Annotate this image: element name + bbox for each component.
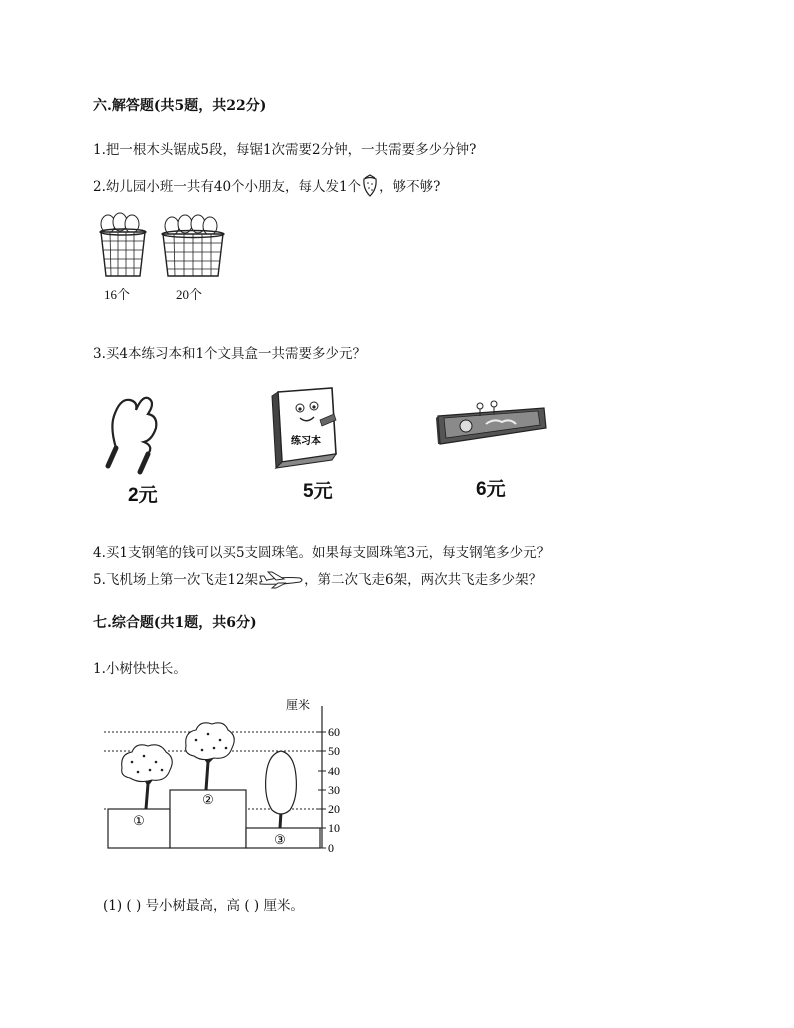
tree-label-1: ① xyxy=(133,814,145,829)
basket-20-label: 20个 xyxy=(176,287,203,302)
jump-rope-illustration xyxy=(100,388,170,478)
tree-2-illustration xyxy=(186,723,235,790)
scale-tick-20: 20 xyxy=(328,802,340,816)
question-2 xyxy=(93,173,440,195)
section6-heading: 六.解答题(共5题，共22分) xyxy=(93,98,267,114)
scale-tick-40: 40 xyxy=(328,764,340,778)
airplane-icon xyxy=(258,570,304,588)
subquestion-1: (1) ( ) 号小树最高，高 ( ) 厘米。 xyxy=(103,898,304,914)
strawberry-icon xyxy=(361,173,379,195)
section7-heading: 七.综合题(共1题，共6分) xyxy=(93,615,257,631)
basket-20-illustration xyxy=(160,212,226,280)
scale-tick-0: 0 xyxy=(328,841,334,855)
tree-height-figure xyxy=(100,692,350,862)
scale-tick-30: 30 xyxy=(328,783,340,797)
tree-label-3: ③ xyxy=(274,833,286,848)
question-5-text-end: ，第二次飞走6架，两次共飞走多少架？ xyxy=(304,572,543,588)
tree-1-illustration xyxy=(122,745,173,809)
scale-tick-60: 60 xyxy=(328,725,340,739)
question-5 xyxy=(93,568,542,588)
scale-tick-50: 50 xyxy=(328,744,340,758)
scale-tick-10: 10 xyxy=(328,821,340,835)
section7-question-1: 1.小树快快长。 xyxy=(93,661,187,677)
question-1: 1.把一根木头锯成5段，每锯1次需要2分钟，一共需要多少分钟? xyxy=(93,142,477,158)
pencil-box-price: 6元 xyxy=(476,479,506,500)
notebook-illustration xyxy=(270,384,342,470)
tree-3-illustration xyxy=(266,751,297,828)
scale-unit: 厘米 xyxy=(286,698,311,712)
question-4: 4.买1支钢笔的钱可以买5支圆珠笔。如果每支圆珠笔3元，每支钢笔多少元？ xyxy=(93,545,551,561)
basket-16-illustration xyxy=(98,210,148,280)
jump-rope-price: 2元 xyxy=(128,485,158,506)
question-5-text-start: 5.飞机场上第一次飞走12架 xyxy=(93,572,259,588)
pencil-box-illustration xyxy=(436,394,548,450)
basket-16-label: 16个 xyxy=(104,287,131,302)
tree-label-2: ② xyxy=(202,793,214,808)
notebook-cover-text: 练习本 xyxy=(291,436,321,447)
question-3: 3.买4本练习本和1个文具盒一共需要多少元？ xyxy=(93,346,367,362)
question-2-text-start: 2.幼儿园小班一共有40个小朋友，每人发1个 xyxy=(93,179,362,195)
notebook-price: 5元 xyxy=(303,481,333,502)
question-2-text-end: ，够不够? xyxy=(379,179,441,195)
